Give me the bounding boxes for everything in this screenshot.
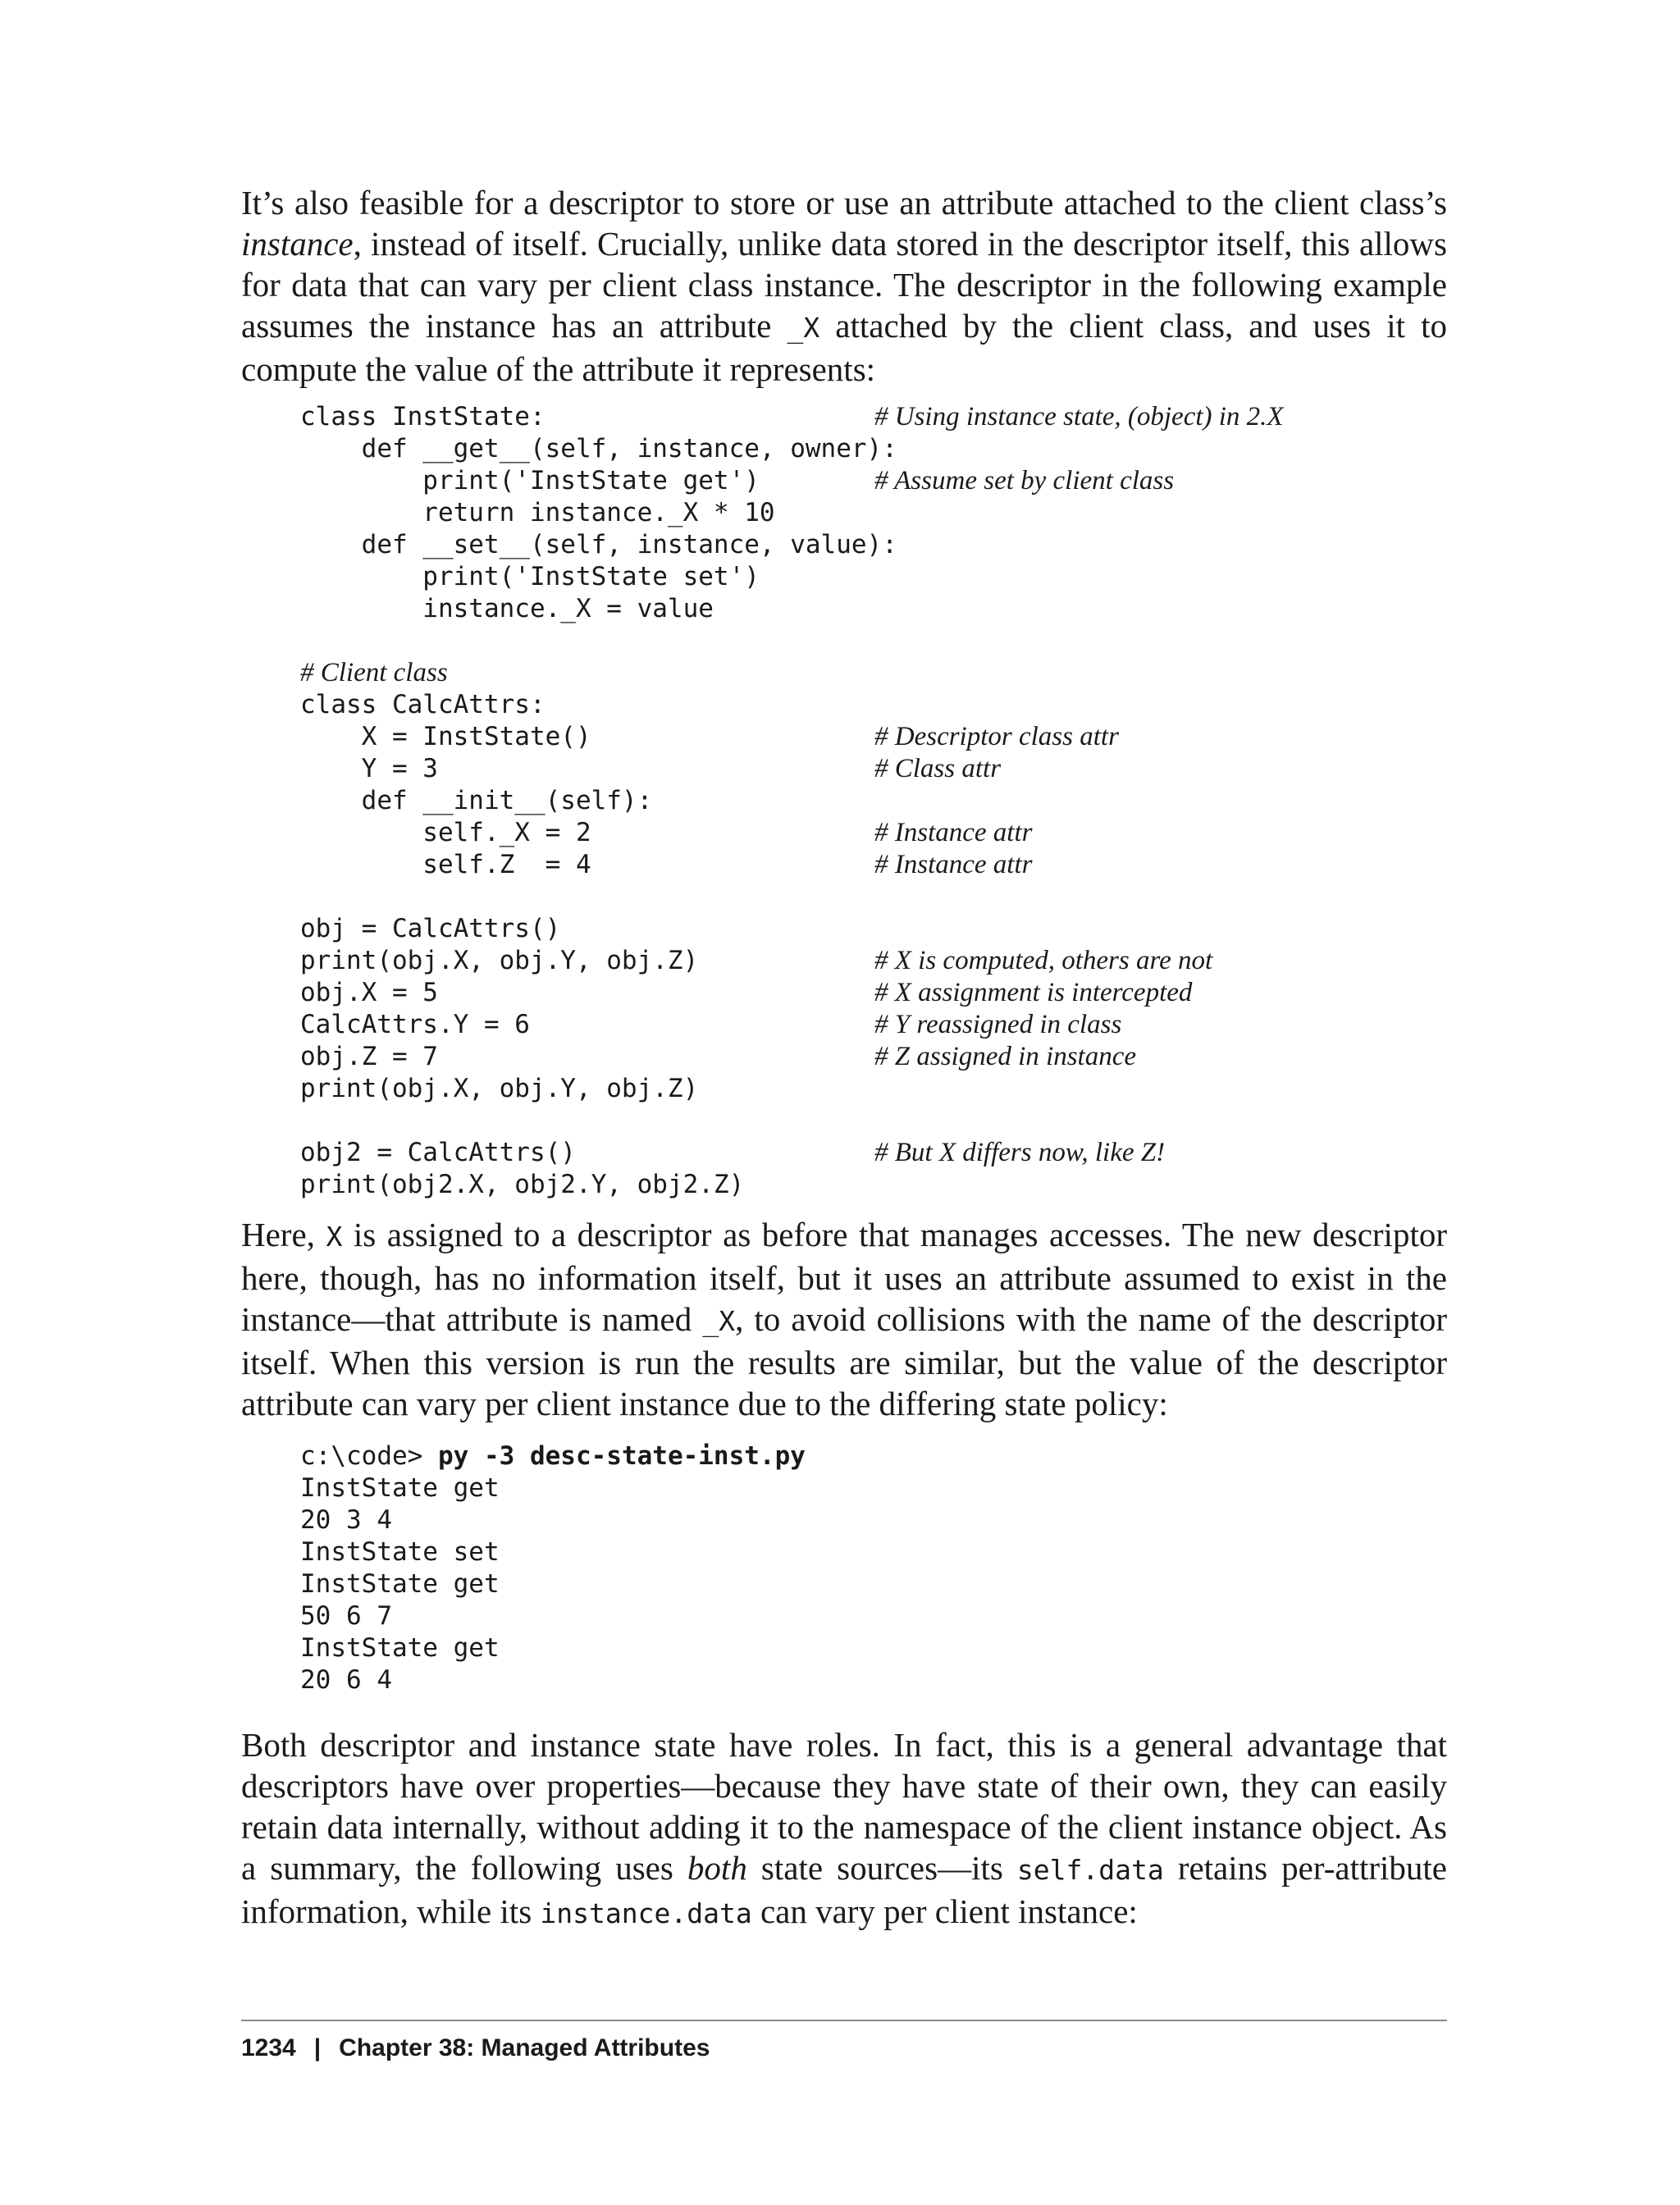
console-output-line: InstState get [300, 1633, 500, 1663]
code-source: def __init__(self): [300, 786, 653, 815]
code-line [300, 689, 1447, 721]
code-source: X = InstState() [300, 722, 591, 751]
code-source: CalcAttrs.Y = 6 [300, 1010, 530, 1039]
code-line [300, 401, 1447, 433]
inline-code: _X [787, 312, 820, 344]
console-command: py -3 desc-state-inst.py [437, 1441, 806, 1471]
code-line [300, 1137, 1447, 1169]
text-run: It’s also feasible for a descriptor to store or use an attribute attached to the client class’s [241, 184, 1447, 221]
code-source: self._X = 2 [300, 818, 591, 847]
console-output-line: 20 3 4 [300, 1505, 392, 1535]
text-run: state sources—its [746, 1849, 1017, 1887]
code-comment: # Class attr [874, 754, 1002, 783]
code-line [300, 849, 1447, 881]
text-run: , to avoid collisions with the name of the descriptor itself. When this version is run the results are similar, but the value of the descriptor attribute can vary per client instance due to the differing state policy: [241, 1300, 1447, 1422]
code-line [300, 785, 1447, 817]
inline-code: self.data [1016, 1854, 1164, 1886]
code-line [300, 497, 1447, 529]
code-source: instance._X = value [300, 594, 714, 623]
paragraph-explanation [241, 1214, 1447, 1424]
code-line [300, 1105, 1447, 1137]
code-line [300, 657, 1447, 689]
code-comment: # X assignment is intercepted [874, 978, 1193, 1007]
code-line [300, 561, 1447, 593]
code-comment: # Y reassigned in class [874, 1010, 1122, 1039]
console-output-line: InstState get [300, 1569, 500, 1599]
code-source [300, 625, 874, 657]
code-source: print('InstState get') [300, 466, 760, 495]
code-source: class CalcAttrs: [300, 690, 546, 719]
code-comment: # Instance attr [874, 818, 1033, 847]
code-comment: # X is computed, others are not [874, 946, 1213, 975]
emphasis-instance: instance [241, 225, 354, 262]
text-run: can vary per client instance: [751, 1892, 1138, 1930]
code-line [300, 625, 1447, 657]
page-footer [241, 2020, 1447, 2062]
code-source: Y = 3 [300, 754, 438, 783]
code-comment: # Instance attr [874, 850, 1033, 879]
console-output-line: InstState get [300, 1473, 500, 1503]
code-comment: # Assume set by client class [874, 466, 1175, 495]
code-line [300, 881, 1447, 913]
code-comment: # Using instance state, (object) in 2.X [874, 402, 1284, 431]
paragraph-summary [241, 1724, 1447, 1934]
code-line [300, 593, 1447, 625]
code-line [300, 1073, 1447, 1105]
code-line [300, 1169, 1447, 1201]
code-source: print(obj2.X, obj2.Y, obj2.Z) [300, 1170, 745, 1199]
code-comment: # But X differs now, like Z! [874, 1138, 1166, 1167]
emphasis-both: both [687, 1849, 747, 1887]
code-source: obj.X = 5 [300, 978, 438, 1007]
inline-code: X [326, 1221, 343, 1253]
console-output-line: 50 6 7 [300, 1601, 392, 1631]
code-source: def __get__(self, instance, owner): [300, 434, 897, 463]
code-line [300, 433, 1447, 465]
paragraph-intro [241, 182, 1447, 390]
page-number: 1234 [241, 2034, 296, 2061]
code-source: self.Z = 4 [300, 850, 591, 879]
code-source [300, 881, 874, 913]
text-run: Both descriptor and instance state have roles. In fact, this is a general advantage that descriptors have over properties—because they have state of their own, they can easily retain data internally, without adding it to the namespace of the client instance object. As a summary, the following uses [241, 1726, 1447, 1887]
code-source: def __set__(self, instance, value): [300, 530, 897, 559]
footer-separator: | [313, 2034, 322, 2061]
code-line [300, 753, 1447, 785]
code-line [300, 913, 1447, 945]
code-line [300, 1041, 1447, 1073]
inline-code: instance.data [540, 1897, 752, 1929]
code-source: return instance._X * 10 [300, 498, 775, 527]
code-source: obj2 = CalcAttrs() [300, 1138, 576, 1167]
code-source: print(obj.X, obj.Y, obj.Z) [300, 1074, 699, 1103]
text-run: , instead of itself. Crucially, unlike data stored in the descriptor itself, this allows for data that can vary per client class instance. The descriptor in the following example assumes the instance has an attribute [241, 225, 1447, 345]
code-line [300, 1009, 1447, 1041]
code-comment: # Z assigned in instance [874, 1042, 1136, 1071]
code-source: obj = CalcAttrs() [300, 914, 561, 943]
code-comment: # Client class [300, 658, 448, 687]
text-run: attached by the client class, and uses it to compute the value of the attribute it represents: [241, 307, 1447, 388]
chapter-title: Chapter 38: Managed Attributes [339, 2034, 710, 2061]
code-line [300, 817, 1447, 849]
code-source: print(obj.X, obj.Y, obj.Z) [300, 946, 699, 975]
code-source [300, 1105, 874, 1137]
code-source: obj.Z = 7 [300, 1042, 438, 1071]
code-source: print('InstState set') [300, 562, 760, 591]
page-body [241, 182, 1447, 1934]
console-output-line: 20 6 4 [300, 1665, 392, 1695]
text-run: retains per-attribute information, while its [241, 1849, 1447, 1930]
inline-code: _X [702, 1305, 736, 1337]
console-output [300, 1472, 1447, 1696]
text-run: is assigned to a descriptor as before that manages accesses. The new descriptor here, though, has no information itself, but it uses an attribute assumed to exist in the instance—that attribute is named [241, 1216, 1447, 1338]
text-run: Here, [241, 1216, 326, 1253]
console-command-line [300, 1440, 1447, 1472]
code-block-console-output [241, 1440, 1447, 1696]
code-line [300, 721, 1447, 753]
code-line [300, 945, 1447, 977]
code-line [300, 977, 1447, 1009]
code-source: class InstState: [300, 402, 546, 431]
code-line [300, 465, 1447, 497]
console-prompt: c:\code> [300, 1441, 438, 1471]
console-output-line: InstState set [300, 1537, 500, 1567]
code-line [300, 529, 1447, 561]
code-comment: # Descriptor class attr [874, 722, 1119, 751]
code-block-descriptor-example [241, 401, 1447, 1201]
